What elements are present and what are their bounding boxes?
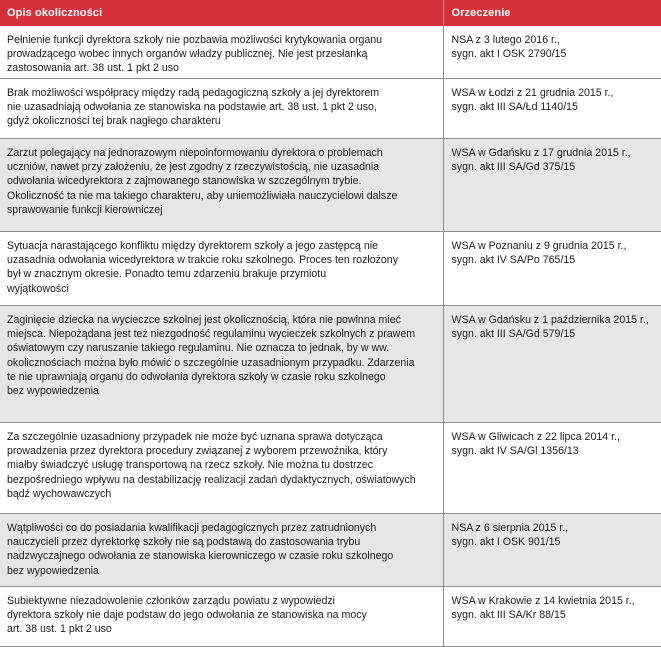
circumstance-line: miałby świadczyć usługę transportową na rzecz szkoły. Nie można tu dostrzec	[7, 459, 374, 472]
ruling-court-date: WSA w Łodzi z 21 grudnia 2015 r.,	[451, 87, 614, 99]
circumstance-line: odwołania wicedyrektora z zajmowanego stanowiska w szczególnym trybie.	[7, 175, 362, 188]
circumstance-line: oświatowym czy naruszanie takiego regulaminu. Nie oznacza to jednak, by w ww.	[7, 342, 390, 355]
table-row	[0, 514, 661, 587]
ruling-cell	[443, 306, 661, 423]
ruling-court-date: WSA w Krakowie z 14 kwietnia 2015 r.,	[451, 595, 635, 607]
circumstance-line: bez wypowiedzenia	[7, 385, 99, 398]
ruling-cell	[443, 139, 661, 232]
ruling-cell	[443, 423, 661, 514]
circumstance-line: Brak możliwości współpracy między radą pedagogiczną szkoły a jej dyrektorem	[7, 87, 380, 99]
table-row	[0, 587, 661, 647]
ruling-case-number: sygn. akt I OSK 901/15	[451, 536, 561, 549]
ruling-court-date: WSA w Gdańsku z 1 października 2015 r.,	[451, 314, 649, 326]
circumstance-cell	[0, 514, 443, 587]
circumstance-line: Sytuacja narastającego konfliktu między dyrektorem szkoły a jego zastępcą nie	[7, 240, 378, 252]
circumstance-line: Zaginięcie dziecka na wycieczce szkolnej jest okolicznością, która nie powinna mieć	[7, 314, 401, 326]
table-row	[0, 26, 661, 79]
ruling-court-date: WSA w Gliwicach z 22 lipca 2014 r.,	[451, 431, 620, 443]
circumstance-cell	[0, 139, 443, 232]
header-ruling: Orzeczenie	[443, 0, 661, 26]
circumstance-line: Zarzut polegający na jednorazowym niepoinformowaniu dyrektora o problemach	[7, 147, 383, 159]
ruling-court-date: WSA w Gdańsku z 17 grudnia 2015 r.,	[451, 147, 631, 159]
ruling-cell	[443, 587, 661, 647]
circumstance-cell	[0, 232, 443, 306]
header-circumstances: Opis okoliczności	[0, 0, 443, 26]
circumstance-line: Okoliczność ta nie ma takiego charakteru, aby uniemożliwiała nauczycielowi dalsze	[7, 189, 398, 202]
circumstance-line: wyjątkowości	[7, 282, 69, 295]
circumstance-cell	[0, 306, 443, 423]
table-row	[0, 306, 661, 423]
ruling-court-date: NSA z 3 lutego 2016 r.,	[451, 34, 560, 46]
ruling-court-date: NSA z 6 sierpnia 2015 r.,	[451, 522, 569, 534]
circumstance-line: te nie uprawniają organu do odwołania dyrektora szkoły w czasie roku szkolnego	[7, 370, 386, 383]
ruling-cell	[443, 514, 661, 587]
circumstance-line: sprawowanie funkcji kierowniczej	[7, 203, 163, 216]
circumstance-line: bezpośredniego wpływu na destabilizację realizacji zadań dydaktycznych, oświatowych	[7, 473, 416, 486]
circumstance-line: Pełnienie funkcji dyrektora szkoły nie pozbawia możliwości krytykowania organu	[7, 34, 383, 46]
circumstance-cell	[0, 587, 443, 647]
ruling-cell	[443, 26, 661, 79]
circumstance-line: Za szczególnie uzasadniony przypadek nie może być uznana sprawa dotycząca	[7, 431, 383, 443]
circumstance-line: okolicznościach można było mówić o szczególnie uzasadnionym przypadku. Zdarzenia	[7, 356, 415, 369]
circumstance-cell	[0, 423, 443, 514]
circumstance-line: bądź wychowawczych	[7, 487, 112, 500]
circumstance-line: nie uzasadniają odwołania ze stanowiska na podstawie art. 38 ust. 1 pkt 2 uso,	[7, 101, 377, 114]
ruling-case-number: sygn. akt IV SA/Po 765/15	[451, 254, 576, 267]
circumstance-line: uczniów, nawet przy założeniu, że jest zgodny z rzeczywistością, nie uzasadnia	[7, 161, 380, 174]
circumstance-line: nauczycieli przez dyrektorkę szkoły nie są podstawą do zastosowania trybu	[7, 536, 361, 549]
table-row	[0, 232, 661, 306]
ruling-case-number: sygn. akt III SA/Łd 1140/15	[451, 101, 578, 114]
table-row	[0, 423, 661, 514]
circumstance-line: Subiektywne niezadowolenie członków zarządu powiatu z wypowiedzi	[7, 595, 335, 607]
ruling-cell	[443, 79, 661, 139]
ruling-case-number: sygn. akt IV SA/Gl 1356/13	[451, 445, 579, 458]
circumstance-line: nadzwyczajnego odwołania ze stanowiska kierowniczego w czasie roku szkolnego	[7, 550, 394, 563]
circumstance-line: Wątpliwości co do posiadania kwalifikacji pedagogicznych przez zatrudnionych	[7, 522, 377, 534]
table-row	[0, 79, 661, 139]
circumstance-cell	[0, 26, 443, 79]
circumstance-line: prowadzenia przez dyrektora procedury związanej z wyborem przewoźnika, który	[7, 445, 388, 458]
circumstance-line: miejsca. Niepożądana jest też niezgodność regulaminu wycieczek szkolnych z prawem	[7, 328, 416, 341]
circumstance-line: art. 38 ust. 1 pkt 2 uso	[7, 623, 112, 636]
ruling-case-number: sygn. akt III SA/Gd 579/15	[451, 328, 576, 341]
ruling-case-number: sygn. akt III SA/Gd 375/15	[451, 161, 576, 174]
ruling-case-number: sygn. akt III SA/Kr 88/15	[451, 609, 566, 622]
ruling-cell	[443, 232, 661, 306]
circumstance-line: zastosowania art. 38 ust. 1 pkt 2 uso	[7, 62, 179, 75]
table-header-row	[0, 0, 661, 26]
circumstance-line: uzasadnia odwołania wicedyrektora w trakcie roku szkolnego. Proces ten rozłożony	[7, 254, 398, 267]
circumstance-cell	[0, 79, 443, 139]
circumstance-line: gdyż okoliczności tej brak nagłego charakteru	[7, 115, 221, 128]
circumstance-line: dyrektora szkoły nie daje podstaw do jego odwołania ze stanowiska na mocy	[7, 609, 367, 622]
ruling-case-number: sygn. akt I OSK 2790/15	[451, 48, 567, 61]
circumstance-line: prowadzącego wobec innych organów władzy publicznej. Nie jest przesłanką	[7, 48, 368, 61]
table-row	[0, 139, 661, 232]
ruling-court-date: WSA w Poznaniu z 9 grudnia 2015 r.,	[451, 240, 627, 252]
circumstance-line: był w znacznym okresie. Ponadto temu zdarzeniu brakuje przymiotu	[7, 268, 327, 281]
circumstance-line: bez wypowiedzenia	[7, 564, 99, 577]
